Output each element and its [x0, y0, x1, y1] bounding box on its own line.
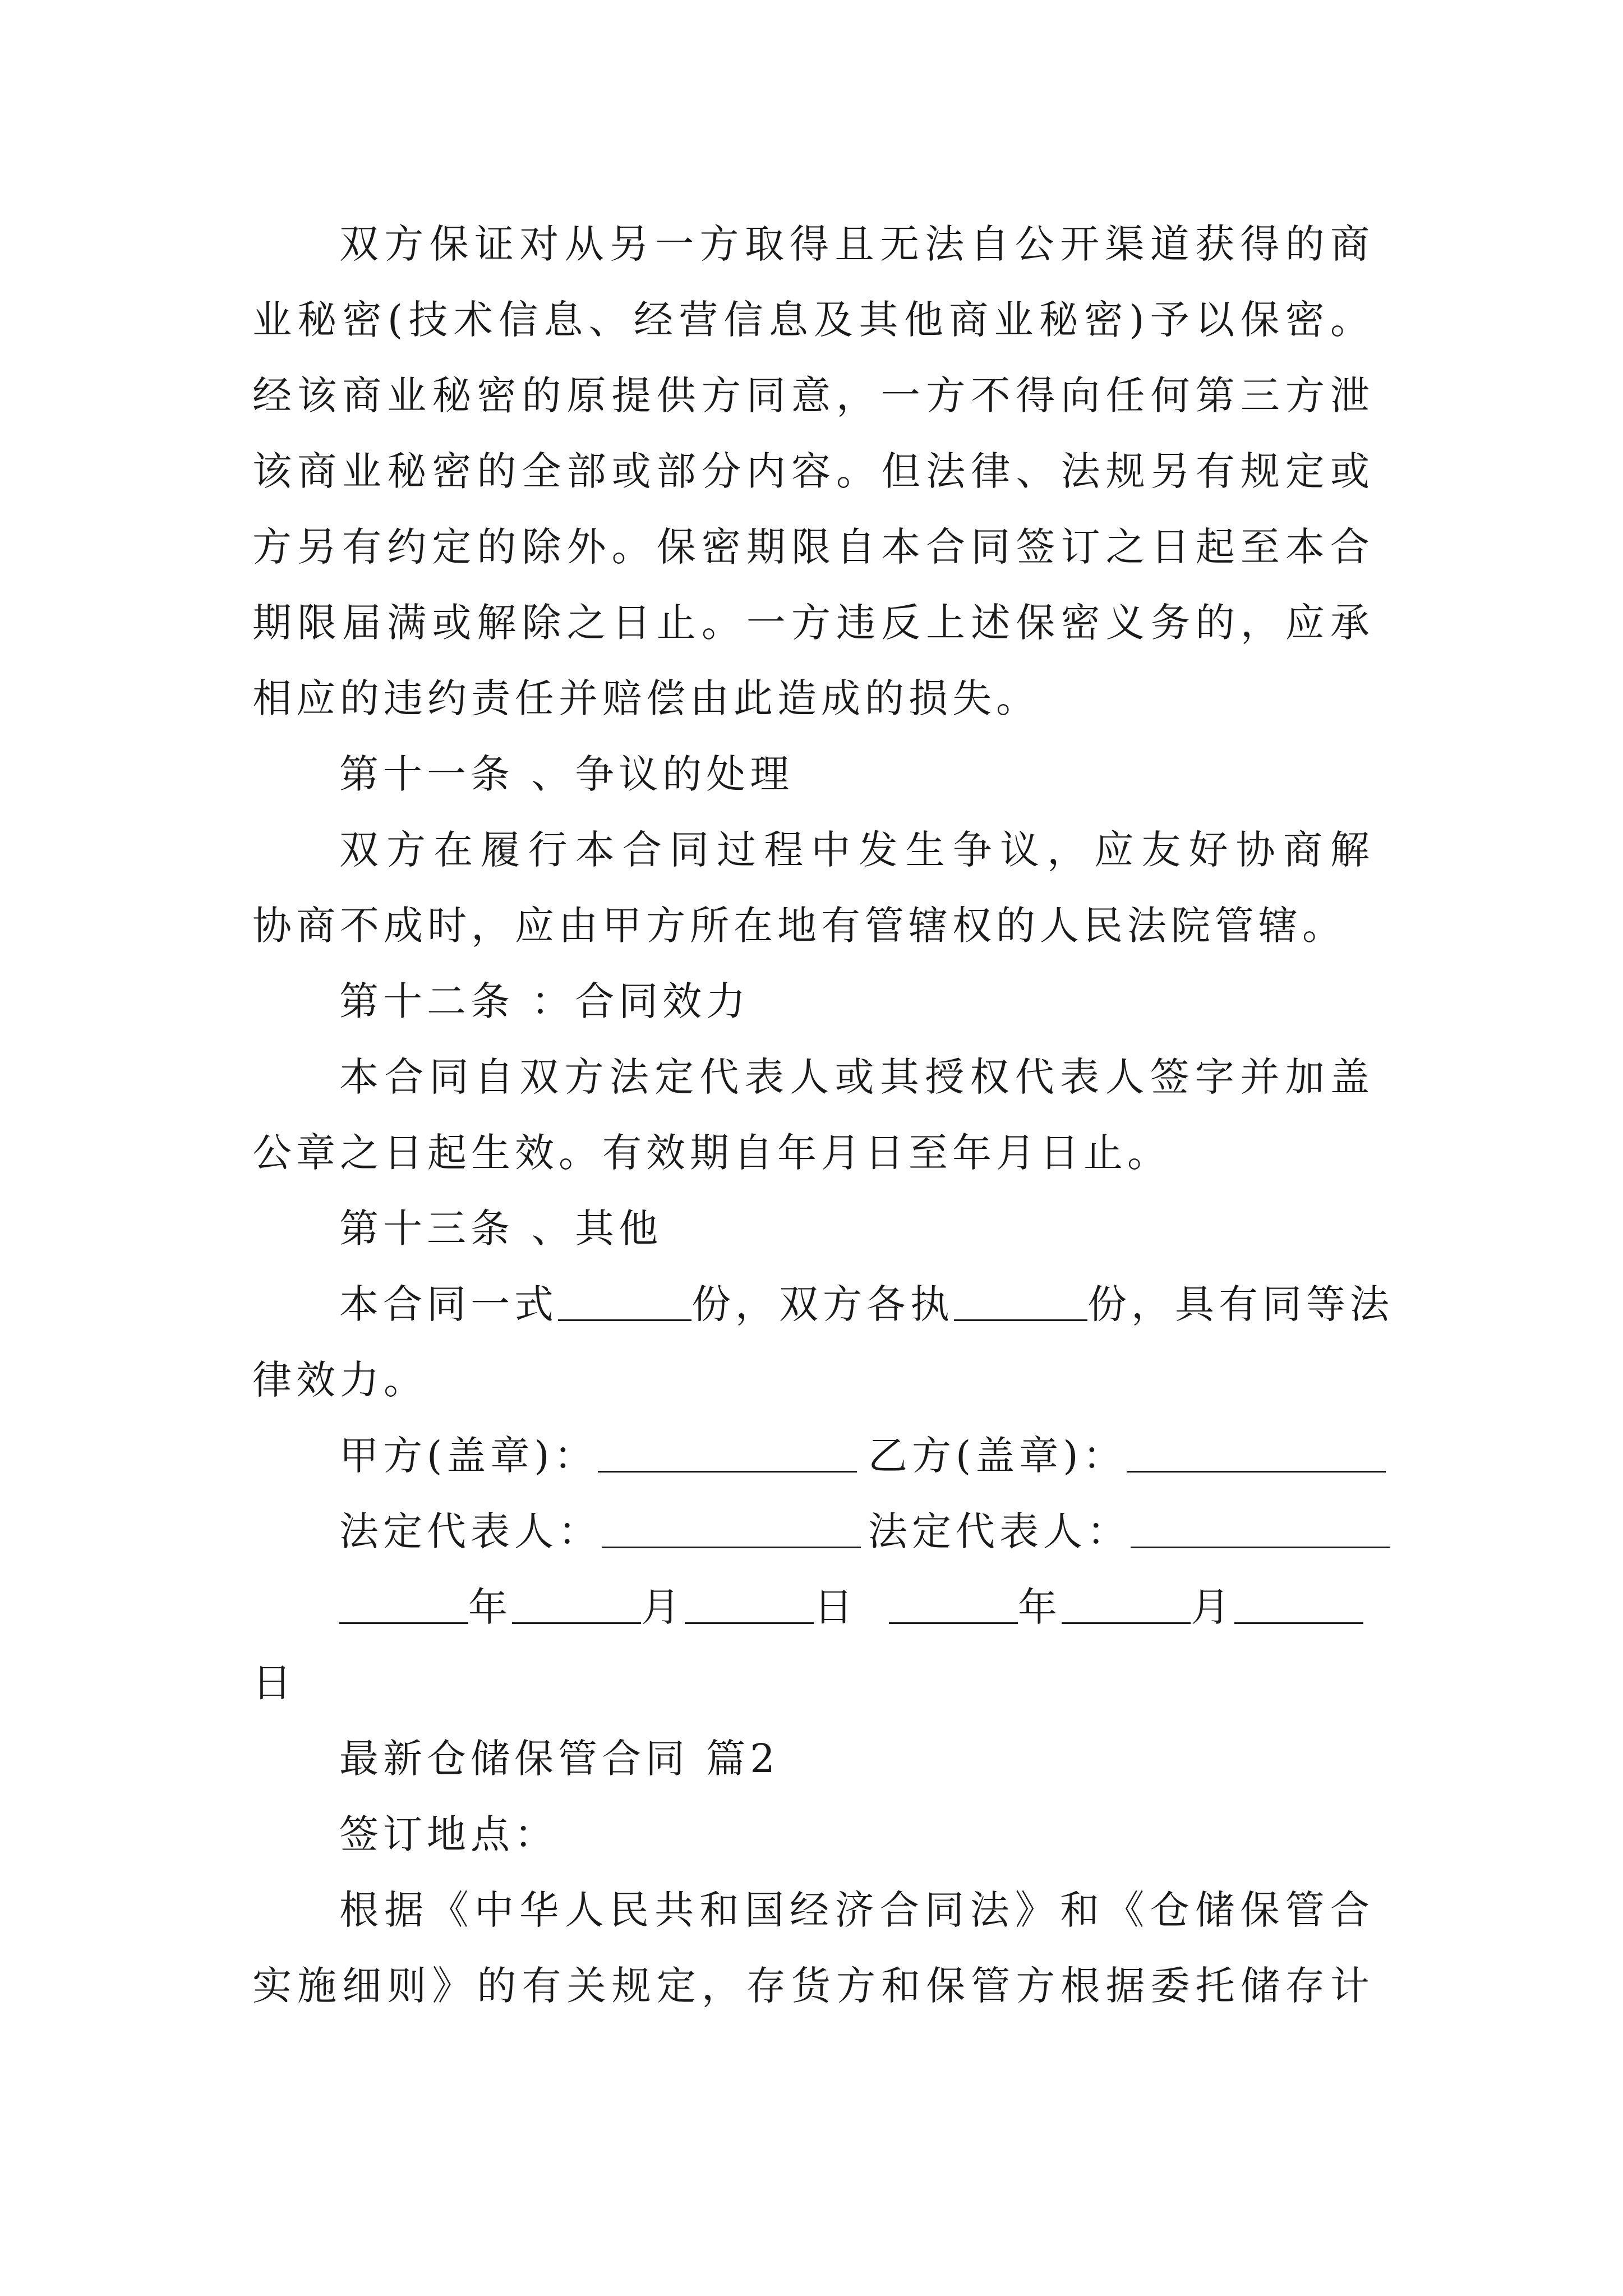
article-13-line-1: [339, 1276, 1394, 1332]
confidentiality-line-6: 期限届满或解除之日止。一方违反上述保密义务的，应承: [252, 600, 1374, 646]
article-13-text-3: 份，具有同等法: [1087, 1281, 1394, 1327]
section-2-title: 最新仓储保管合同 篇2: [339, 1736, 780, 1782]
confidentiality-line-1: 双方保证对从另一方取得且无法自公开渠道获得的商: [339, 221, 1374, 267]
party-a-seal-label: 甲方(盖章)：: [339, 1433, 598, 1479]
article-11-line-2: 协商不成时，应由甲方所在地有管辖权的人民法院管辖。: [252, 903, 1346, 949]
party-a-seal-row: [339, 1428, 857, 1484]
confidentiality-line-3: 经该商业秘密的原提供方同意，一方不得向任何第三方泄: [252, 372, 1374, 418]
party-b-rep-label: 法定代表人：: [868, 1508, 1131, 1554]
party-b-rep-blank[interactable]: [1131, 1512, 1390, 1548]
article-12-heading: 第十二条 ：合同效力: [339, 978, 750, 1024]
party-a-month-label: 月: [641, 1584, 685, 1630]
section-2-line-2: 实施细则》的有关规定，存货方和保管方根据委托储存计: [252, 1963, 1374, 2009]
article-11-heading: 第十一条 、争议的处理: [339, 751, 794, 797]
article-11-line-1: 双方在履行本合同过程中发生争议，应友好协商解: [339, 827, 1374, 873]
party-a-seal-blank[interactable]: [598, 1436, 857, 1473]
confidentiality-line-4: 该商业秘密的全部或部分内容。但法律、法规另有规定或: [252, 448, 1374, 494]
party-b-seal-row: [868, 1428, 1386, 1484]
party-a-year-blank[interactable]: [339, 1588, 468, 1624]
party-b-year-label: 年: [1018, 1584, 1062, 1630]
article-12-line-2: 公章之日起生效。有效期自年月日至年月日止。: [252, 1130, 1171, 1176]
party-b-month-label: 月: [1191, 1584, 1234, 1630]
party-a-year-label: 年: [468, 1584, 512, 1630]
party-b-day-blank[interactable]: [1234, 1588, 1363, 1624]
article-13-text-1: 本合同一式: [339, 1281, 558, 1327]
party-b-rep-row: [868, 1503, 1390, 1559]
party-b-day-label: 日: [252, 1660, 296, 1706]
article-13-line-2: 律效力。: [252, 1357, 427, 1403]
copies-each-blank[interactable]: [954, 1285, 1087, 1321]
party-a-day-label: 日: [814, 1584, 857, 1630]
party-b-year-blank[interactable]: [889, 1588, 1018, 1624]
article-12-line-1: 本合同自双方法定代表人或其授权代表人签字并加盖: [339, 1054, 1374, 1100]
copies-total-blank[interactable]: [558, 1285, 691, 1321]
confidentiality-line-7: 相应的违约责任并赔偿由此造成的损失。: [252, 675, 1040, 721]
confidentiality-line-2: 业秘密(技术信息、经营信息及其他商业秘密)予以保密。: [252, 297, 1374, 343]
party-a-date-row: [339, 1579, 857, 1635]
party-b-seal-label: 乙方(盖章)：: [868, 1433, 1127, 1479]
section-2-line-1: 根据《中华人民共和国经济合同法》和《仓储保管合: [339, 1887, 1374, 1933]
party-b-seal-blank[interactable]: [1127, 1436, 1386, 1473]
party-b-month-blank[interactable]: [1062, 1588, 1191, 1624]
signing-place-label: 签订地点：: [339, 1811, 558, 1857]
party-a-day-blank[interactable]: [685, 1588, 814, 1624]
confidentiality-line-5: 方另有约定的除外。保密期限自本合同签订之日起至本合: [252, 524, 1374, 570]
party-a-rep-blank[interactable]: [602, 1512, 861, 1548]
party-b-date-row: [889, 1579, 1363, 1635]
party-a-rep-label: 法定代表人：: [339, 1508, 602, 1554]
party-a-rep-row: [339, 1503, 861, 1559]
party-a-month-blank[interactable]: [512, 1588, 641, 1624]
article-13-text-2: 份，双方各执: [691, 1281, 954, 1327]
article-13-heading: 第十三条 、其他: [339, 1205, 663, 1251]
